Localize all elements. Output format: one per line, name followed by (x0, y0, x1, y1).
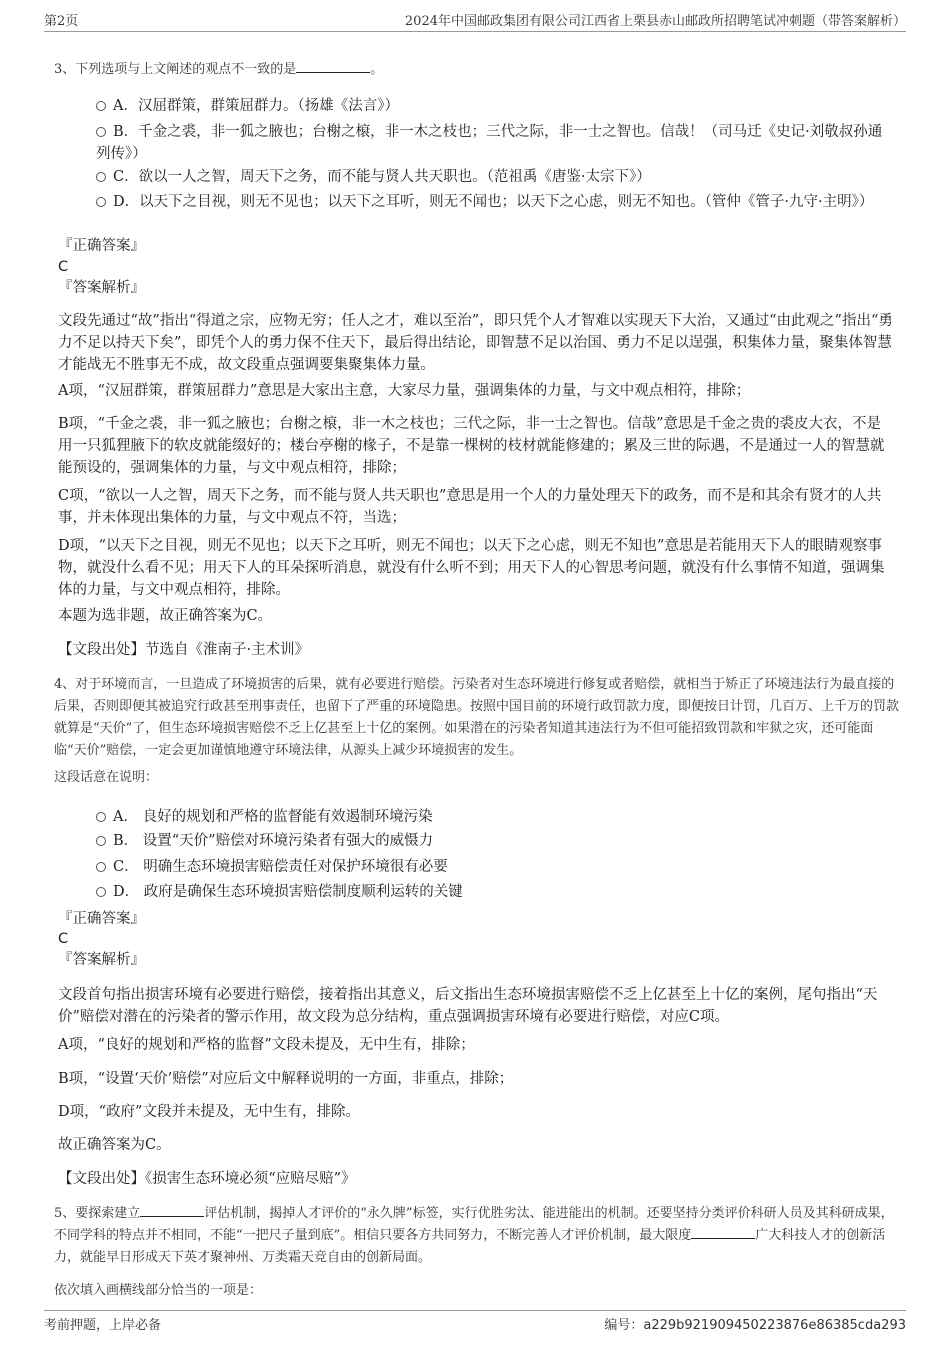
question-5-stem: 5、要探索建立 评估机制，揭掉人才评价的“永久牌”标签，实行优胜劣汰、能进能出的机制。还要坚持分类评价科研人员及其科研成果，不同学科的特点并不相同，不能“一把尺子量到底”。相信只要各方共同努力，不断完善人才评价机制，最大限度 广大科技人才的创新活力，就能早日形成天下英才聚神州、万类霜天竞自由的创新局面。 (54, 1206, 894, 1265)
q3-stem-text: 3、下列选项与上文阐述的观点不一致的是 (54, 62, 297, 77)
q4-answer: C (58, 931, 69, 947)
radio-icon[interactable] (96, 887, 106, 897)
radio-icon[interactable] (96, 101, 106, 111)
q5-blank-2 (691, 1226, 755, 1239)
question-4-stem: 4、对于环境而言，一旦造成了环境损害的后果，就有必要进行赔偿。污染者对生态环境进行修复或者赔偿，就相当于矫正了环境违法行为最直接的后果，否则即便其被追究行政甚至刑事责任，也留下了严重的环境隐患。按照中国目前的环境行政罚款力度，即便按日计罚，几百万、上千万的罚款就算是“天价”了，但生态环境损害赔偿不乏上亿甚至上十亿的案例。如果潜在的污染者知道其违法行为不但可能招致罚款和牢狱之灾，还可能面临“天价”赔偿，一定会更加谨慎地遵守环境法律，从源头上减少环境损害的发生。 (54, 677, 900, 758)
radio-icon[interactable] (96, 127, 106, 137)
question-3-stem (54, 59, 904, 81)
q3-conclusion: 本题为选非题，故正确答案为C。 (58, 608, 273, 624)
q3-analysis-label: 『答案解析』 (58, 280, 145, 296)
q4-prompt: 这段话意在说明： (54, 770, 159, 785)
footer-slogan: 考前押题，上岸必备 (44, 1318, 162, 1333)
q3-option-c[interactable]: C．欲以一人之智，周天下之务，而不能与贤人共天职也。（范祖禹《唐鉴·太宗下》） (96, 166, 896, 188)
radio-icon[interactable] (96, 862, 106, 872)
q3-option-a[interactable]: A．汉屈群策，群策屈群力。（扬雄《法言》） (96, 95, 896, 117)
q5-blank-1 (140, 1204, 204, 1217)
q4-analysis-summary: 文段首句指出损害环境有必要进行赔偿，接着指出其意义，后文指出生态环境损害赔偿不乏上亿甚至上十亿的案例，尾句指出“天价”赔偿对潜在的污染者的警示作用，故文段为总分结构，重点强调损害环境有必要进行赔偿，对应C项。 (58, 987, 878, 1025)
q3-option-d[interactable]: D．以天下之目视，则无不见也；以天下之耳听，则无不闻也；以天下之心虑，则无不知也。（管仲《管子·九守·主明》） (96, 191, 890, 213)
radio-icon[interactable] (96, 812, 106, 822)
q4-analysis-d: D项，“政府”文段并未提及，无中生有，排除。 (58, 1104, 360, 1120)
q3-answer-label: 『正确答案』 (58, 238, 145, 254)
footer-divider (44, 1310, 906, 1311)
radio-icon[interactable] (96, 197, 106, 207)
q4-conclusion: 故正确答案为C。 (58, 1137, 171, 1153)
q4-source: 【文段出处】《损害生态环境必须“应赔尽赔”》 (58, 1171, 356, 1187)
q3-stem-end: 。 (370, 62, 384, 77)
q3-blank (296, 60, 370, 73)
header-divider (44, 31, 906, 32)
q4-option-a[interactable]: A． 良好的规划和严格的监督能有效遏制环境污染 (96, 806, 896, 828)
q4-option-d[interactable]: D． 政府是确保生态环境损害赔偿制度顺利运转的关键 (96, 881, 896, 903)
q4-answer-label: 『正确答案』 (58, 911, 145, 927)
q3-source: 【文段出处】节选自《淮南子·主术训》 (58, 642, 310, 658)
q5-prompt: 依次填入画横线部分恰当的一项是： (54, 1283, 263, 1298)
document-id: 编号：a229b921909450223876e86385cda293 (604, 1318, 906, 1333)
q4-analysis-a: A项，“良好的规划和严格的监督”文段未提及，无中生有，排除； (58, 1037, 475, 1053)
q3-option-b[interactable]: B．千金之裘，非一狐之腋也；台榭之榱，非一木之枝也；三代之际，非一士之智也。信哉！（司马迁《史记·刘敬叔孙通列传》） (96, 124, 883, 162)
page-number: 第2页 (44, 14, 79, 29)
q4-analysis-label: 『答案解析』 (58, 952, 145, 968)
q4-option-c[interactable]: C． 明确生态环境损害赔偿责任对保护环境很有必要 (96, 856, 896, 878)
q4-option-b[interactable]: B． 设置“天价”赔偿对环境污染者有强大的威慑力 (96, 830, 896, 852)
document-title: 2024年中国邮政集团有限公司江西省上栗县赤山邮政所招聘笔试冲刺题（带答案解析） (404, 14, 906, 29)
q3-answer: C (58, 259, 69, 275)
q3-analysis-summary: 文段先通过“故”指出“得道之宗，应物无穷；任人之才，难以至治”，即只凭个人才智难以实现天下大治，又通过“由此观之”指出“勇力不足以持天下矣”，即凭个人的勇力保不住天下，最后得出结论，即智慧不足以治国、勇力不足以逞强，积集体力量，聚集体智慧才能战无不胜事无不成，故文段重点强调要集聚集体力量。 (58, 313, 893, 373)
q3-analysis-d: D项，“以天下之目视，则无不见也；以天下之耳听，则无不闻也；以天下之心虑，则无不知也”意思是若能用天下人的眼睛观察事物，就没什么看不见；用天下人的耳朵探听消息，就没有什么听不到；用天下人的心智思考问题，就没有什么事情不知道，强调集体的力量，与文中观点相符，排除。 (58, 538, 885, 598)
q3-analysis-c: C项，“欲以一人之智，周天下之务，而不能与贤人共天职也”意思是用一个人的力量处理天下的政务，而不是和其余有贤才的人共事，并未体现出集体的力量，与文中观点不符，当选； (58, 488, 882, 526)
radio-icon[interactable] (96, 172, 106, 182)
q3-analysis-a: A项，“汉屈群策，群策屈群力”意思是大家出主意，大家尽力量，强调集体的力量，与文中观点相符，排除； (58, 383, 751, 399)
q3-analysis-b: B项，“千金之裘，非一狐之腋也；台榭之榱，非一木之枝也；三代之际，非一士之智也。信哉”意思是千金之贵的裘皮大衣，不是用一只狐狸腋下的软皮就能缀好的；楼台亭榭的椽子，不是靠一棵树的枝材就能修建的；累及三世的际遇，不是通过一人的智慧就能预设的，强调集体的力量，与文中观点相符，排除； (58, 416, 885, 476)
radio-icon[interactable] (96, 836, 106, 846)
q4-analysis-b: B项，“设置‘天价’赔偿”对应后文中解释说明的一方面，非重点，排除； (58, 1071, 514, 1087)
